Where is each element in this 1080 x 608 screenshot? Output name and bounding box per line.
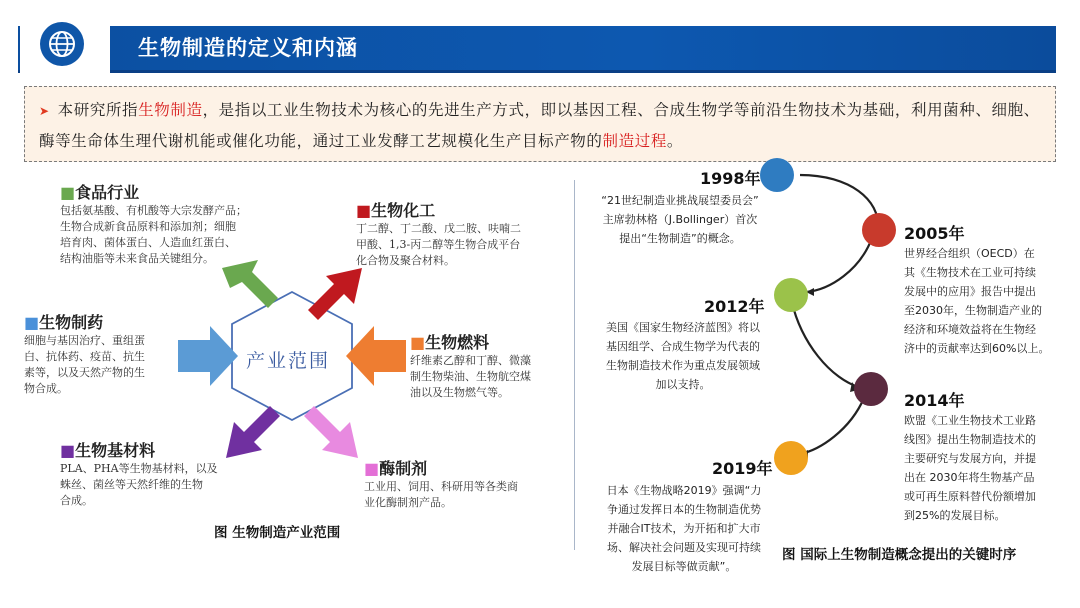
timeline-desc-line: 主席勃林格（J.Bollinger）首次 [602,213,758,226]
timeline-desc-line: 出在 2030年将生物基产品 [904,471,1035,484]
timeline-desc-1998 [590,191,770,248]
sector-desc-line: 油以及生物燃气等。 [410,386,509,399]
scope-center-label: 产业范围 [246,350,331,372]
square-bullet-icon: ■ [356,201,372,220]
sector-desc-line: PLA、PHA等生物基材料，以及 [60,462,218,475]
timeline-desc-2012 [598,318,768,394]
sector-desc-line: 甲酸、1,3-丙二醇等生物合成平台 [356,238,521,251]
timeline-arrowheads [800,224,882,458]
square-bullet-icon: ■ [60,441,76,460]
timeline-year-1998: 1998年 [700,169,761,188]
sector-desc-line: 制生物柴油、生物航空煤 [410,370,531,383]
sector-desc-line: 物合成。 [24,382,68,395]
sector-desc-line: 白、抗体药、疫苗、抗生 [24,350,145,363]
definition-highlight-1: 生物制造 [138,101,203,119]
timeline-desc-line: 至2030年，生物制造产业的 [904,304,1042,317]
timeline-desc-line: 美国《国家生物经济蓝图》将以 [606,321,760,334]
timeline-desc-line: 到25%的发展目标。 [904,509,1006,522]
timeline-desc-line: 并融合IT技术，为开拓和扩大市 [607,522,761,535]
sector-desc-line: 素等，以及天然产物的生 [24,366,145,379]
timeline-dot-1998 [760,158,794,192]
sector-desc-line: 合成。 [60,494,93,507]
sector-desc-line: 业化酶制剂产品。 [364,496,452,509]
timeline-dot-2014 [854,372,888,406]
sector-title: 生物基材料 [75,441,156,460]
page-title: 生物制造的定义和内涵 [138,36,358,60]
sector-title: 生物化工 [371,201,436,220]
timeline-desc-line: 场、解决社会问题及实现可持续 [607,541,761,554]
square-bullet-icon: ■ [24,313,40,332]
sector-title: 酶制剂 [379,459,428,478]
definition-text-2: ，是指以工业生物技术为核心的先进生产方式，即以基因工程、合成生物学等前沿生物技术为基础，利用菌种、细胞、酶等生命体生理代谢机能或催化功能，通过工业发酵工艺规模化生产目标产物的 [39,101,1040,150]
timeline-year-2019: 2019年 [712,459,773,478]
timeline-desc-line: 或可再生原料替代份额增加 [904,490,1036,503]
timeline-desc-line: 日本《生物战略2019》强调“力 [606,484,762,497]
timeline-dot-2019 [774,441,808,475]
arrow-bullet-icon: ➤ [39,104,50,118]
sector-desc-line: 培育肉、菌体蛋白、人造血红蛋白、 [60,236,236,249]
timeline-desc-line: 基因组学、合成生物学为代表的 [606,340,760,353]
timeline-desc-line: 发展中的应用》报告中提出 [904,285,1036,298]
timeline-desc-line: 线图》提出生物制造技术的 [904,433,1036,446]
sector-desc-line: 纤维素乙醇和丁醇、微藻 [410,354,531,367]
square-bullet-icon: ■ [410,333,426,352]
timeline-year-2012: 2012年 [704,297,765,316]
sector-title: 生物燃料 [425,333,490,352]
sector-desc-line: 生物合成新食品原料和添加剂；细胞 [60,220,236,233]
timeline-desc-line: 其《生物技术在工业可持续 [904,266,1036,279]
sector-desc-line: 化合物及聚合材料。 [356,254,455,267]
sector-title: 生物制药 [39,313,104,332]
timeline-desc-line: 济中的贡献率达到60%以上。 [904,342,1050,355]
timeline-desc-line: 争通过发挥日本的生物制造优势 [607,503,761,516]
square-bullet-icon: ■ [364,459,380,478]
timeline-desc-line: 生物制造技术作为重点发展领域 [606,359,760,372]
scope-caption: 图 生物制造产业范围 [214,525,341,541]
timeline-year-2014: 2014年 [904,391,965,410]
timeline-desc-2014 [904,411,1054,525]
sector-title: 食品行业 [75,183,140,202]
square-bullet-icon: ■ [60,183,76,202]
timeline-desc-line: 发展目标等做贡献”。 [631,560,737,573]
timeline-desc-line: 世界经合组织（OECD）在 [904,247,1035,260]
sector-desc-line: 丁二醇、丁二酸、戊二胺、呋喃二 [356,222,521,235]
timeline-desc-line: 主要研究与发展方向，并提 [904,452,1036,465]
timeline-desc-2019 [594,481,774,576]
definition-text-3: 。 [666,132,684,150]
definition-text-1: 本研究所指 [57,101,139,119]
timeline-desc-line: 提出“生物制造”的概念。 [619,232,741,245]
sector-desc-line: 细胞与基因治疗、重组蛋 [24,334,145,347]
timeline-dot-2005 [862,213,896,247]
sector-desc-line: 结构油脂等未来食品关键组分。 [60,252,214,265]
timeline-desc-line: 加以支持。 [655,378,711,391]
timeline-dot-2012 [774,278,808,312]
sector-desc-line: 工业用、饲用、科研用等各类商 [364,480,518,493]
timeline-year-2005: 2005年 [904,224,965,243]
sector-desc-line: 蛛丝、菌丝等天然纤维的生物 [60,478,203,491]
timeline-caption: 图 国际上生物制造概念提出的关键时序 [782,547,1017,563]
timeline-desc-line: 经济和环境效益将在生物经 [904,323,1036,336]
timeline-desc-line: 欧盟《工业生物技术工业路 [904,414,1036,427]
timeline-desc-line: “21世纪制造业挑战展望委员会” [601,194,759,207]
definition-highlight-2: 制造过程 [602,132,667,150]
timeline-desc-2005 [904,244,1054,358]
timeline-connector [792,175,878,454]
sector-desc-line: 包括氨基酸、有机酸等大宗发酵产品； [60,204,247,217]
